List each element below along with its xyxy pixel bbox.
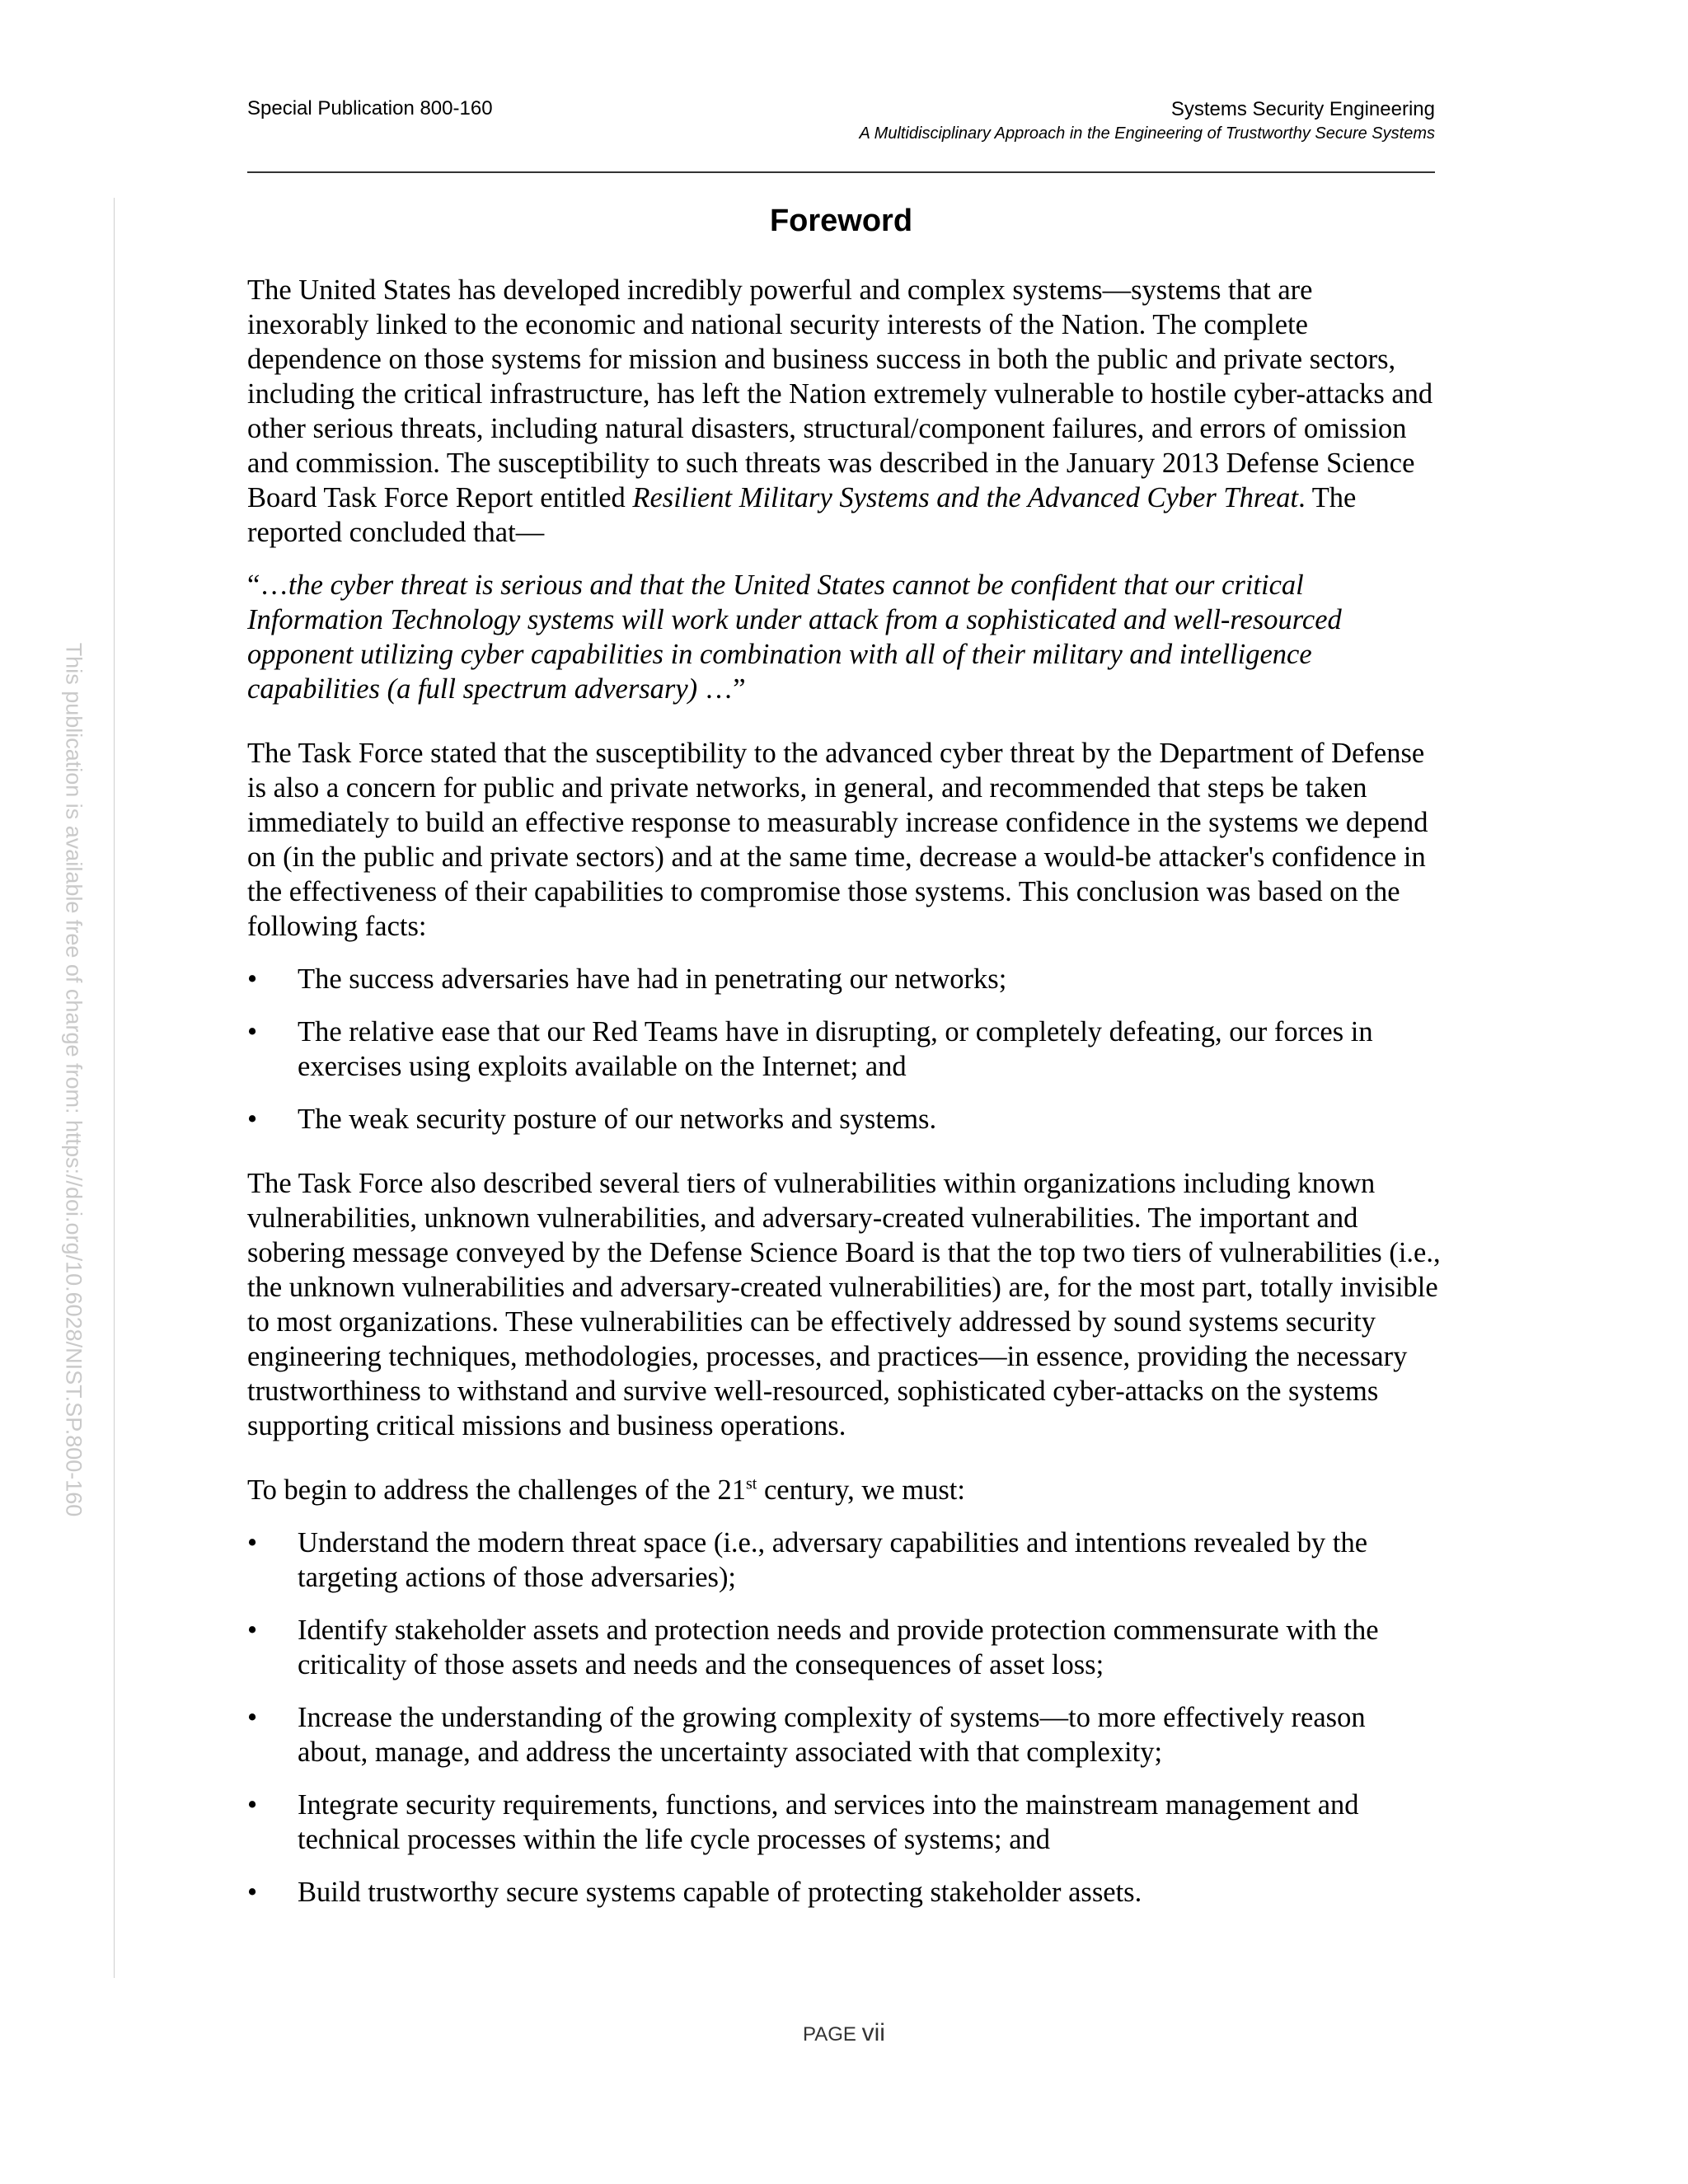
list-item-text: The success adversaries have had in penetrating our networks; — [298, 963, 1007, 995]
header-subtitle: A Multidisciplinary Approach in the Engineering of Trustworthy Secure Systems — [859, 124, 1435, 143]
header-publication-id: Special Publication 800-160 — [247, 97, 493, 120]
page-label: PAGE — [803, 2023, 856, 2046]
list-item — [247, 1015, 1441, 1084]
bullet-icon: • — [247, 1789, 258, 1821]
ordinal-suffix: st — [746, 1474, 757, 1493]
list-item — [247, 1700, 1441, 1769]
doi-watermark: This publication is available free of charge from: https://doi.org/10.6028/NIST.SP.800-160 — [61, 642, 87, 1517]
list-item — [247, 962, 1441, 996]
page-footer — [0, 2019, 1688, 2047]
bullet-icon: • — [247, 1016, 258, 1047]
bullet-icon: • — [247, 1615, 258, 1646]
bullet-icon: • — [247, 1702, 258, 1733]
list-item-text: The relative ease that our Red Teams have in disrupting, or completely defeating, our forces in exercises using exploits available on the Internet; and — [298, 1016, 1373, 1082]
quote-block — [247, 568, 1441, 706]
bullet-icon: • — [247, 963, 258, 995]
list-item — [247, 1875, 1441, 1910]
list-item-text: The weak security posture of our networks and systems. — [298, 1104, 937, 1135]
quote-close: …” — [697, 673, 746, 705]
list-item — [247, 1102, 1441, 1137]
facts-list — [247, 962, 1441, 1137]
margin-divider — [114, 198, 115, 1978]
list-item-text: Identify stakeholder assets and protection needs and provide protection commensurate with the criticality of those assets and needs and the consequences of asset loss; — [298, 1615, 1379, 1680]
page-number: vii — [861, 2019, 885, 2046]
paragraph-intro — [247, 273, 1441, 550]
challenges-tail: century, we must: — [757, 1474, 965, 1506]
list-item-text: Increase the understanding of the growing complexity of systems—to more effectively reason about, manage, and address the uncertainty associated with that complexity; — [298, 1702, 1366, 1768]
paragraph-challenges — [247, 1473, 1441, 1507]
list-item-text: Understand the modern threat space (i.e., adversary capabilities and intentions revealed by the targeting actions of those adversaries); — [298, 1527, 1368, 1593]
intro-tail: . The reported concluded that— — [247, 482, 1357, 548]
bullet-icon: • — [247, 1104, 258, 1135]
header-series-title: Systems Security Engineering — [1170, 98, 1435, 120]
page-title: Foreword — [769, 204, 913, 238]
list-item-text: Integrate security requirements, functions, and services into the mainstream management and technical processes within the life cycle processes of systems; and — [298, 1789, 1359, 1855]
document-body — [247, 273, 1441, 1910]
paragraph-vulnerabilities: The Task Force also described several tiers of vulnerabilities within organizations including known vulnerabilities, unknown vulnerabilities, and adversary-created vulnerabilities. The important and sobering message conveyed by the Defense Science Board is that the top two tiers of vulnerabilities (i.e., the unknown vulnerabilities and adversary-created vulnerabilities) are, for the most part, totally invisible to most organizations. These vulnerabilities can be effectively addressed by sound systems security engineering techniques, methodologies, processes, and practices—in essence, providing the necessary trustworthiness to withstand and survive well-resourced, sophisticated cyber-attacks on the systems supporting critical missions and business operations. — [247, 1168, 1441, 1441]
header-title-block — [860, 97, 1435, 145]
list-item — [247, 1526, 1441, 1595]
list-item — [247, 1788, 1441, 1857]
quote-text: the cyber threat is serious and that the United States cannot be confident that our critical Information Technology systems will work under attack from a sophisticated and well-resourced opponent utilizing cyber capabilities in combination with all of their military and intelligence capabilities (a full spectrum adversary) — [247, 569, 1342, 705]
list-item-text: Build trustworthy secure systems capable of protecting stakeholder assets. — [298, 1877, 1142, 1908]
actions-list — [247, 1526, 1441, 1910]
list-item — [247, 1613, 1441, 1682]
bullet-icon: • — [247, 1527, 258, 1558]
intro-text: The United States has developed incredibly powerful and complex systems—systems that are inexorably linked to the economic and national security interests of the Nation. The complete dependence on those systems for mission and business success in both the public and private sectors, including the critical infrastructure, has left the Nation extremely vulnerable to hostile cyber-attacks and other serious threats, including natural disasters, structural/component failures, and errors of omission and commission. The susceptibility to such threats was described in the January 2013 Defense Science Board Task Force Report entitled — [247, 274, 1433, 513]
challenges-text: To begin to address the challenges of the 21 — [247, 1474, 746, 1506]
report-title: Resilient Military Systems and the Advanced Cyber Threat — [632, 482, 1299, 513]
bullet-icon: • — [247, 1877, 258, 1908]
header-divider — [247, 171, 1435, 173]
paragraph-task-force: The Task Force stated that the susceptibility to the advanced cyber threat by the Department of Defense is also a concern for public and private networks, in general, and recommended that steps be taken immediately to build an effective response to measurably increase confidence in the systems we depend on (in the public and private sectors) and at the same time, decrease a would-be attacker's confidence in the effectiveness of their capabilities to compromise those systems. This conclusion was based on the following facts: — [247, 738, 1428, 942]
quote-open: “… — [247, 569, 288, 601]
